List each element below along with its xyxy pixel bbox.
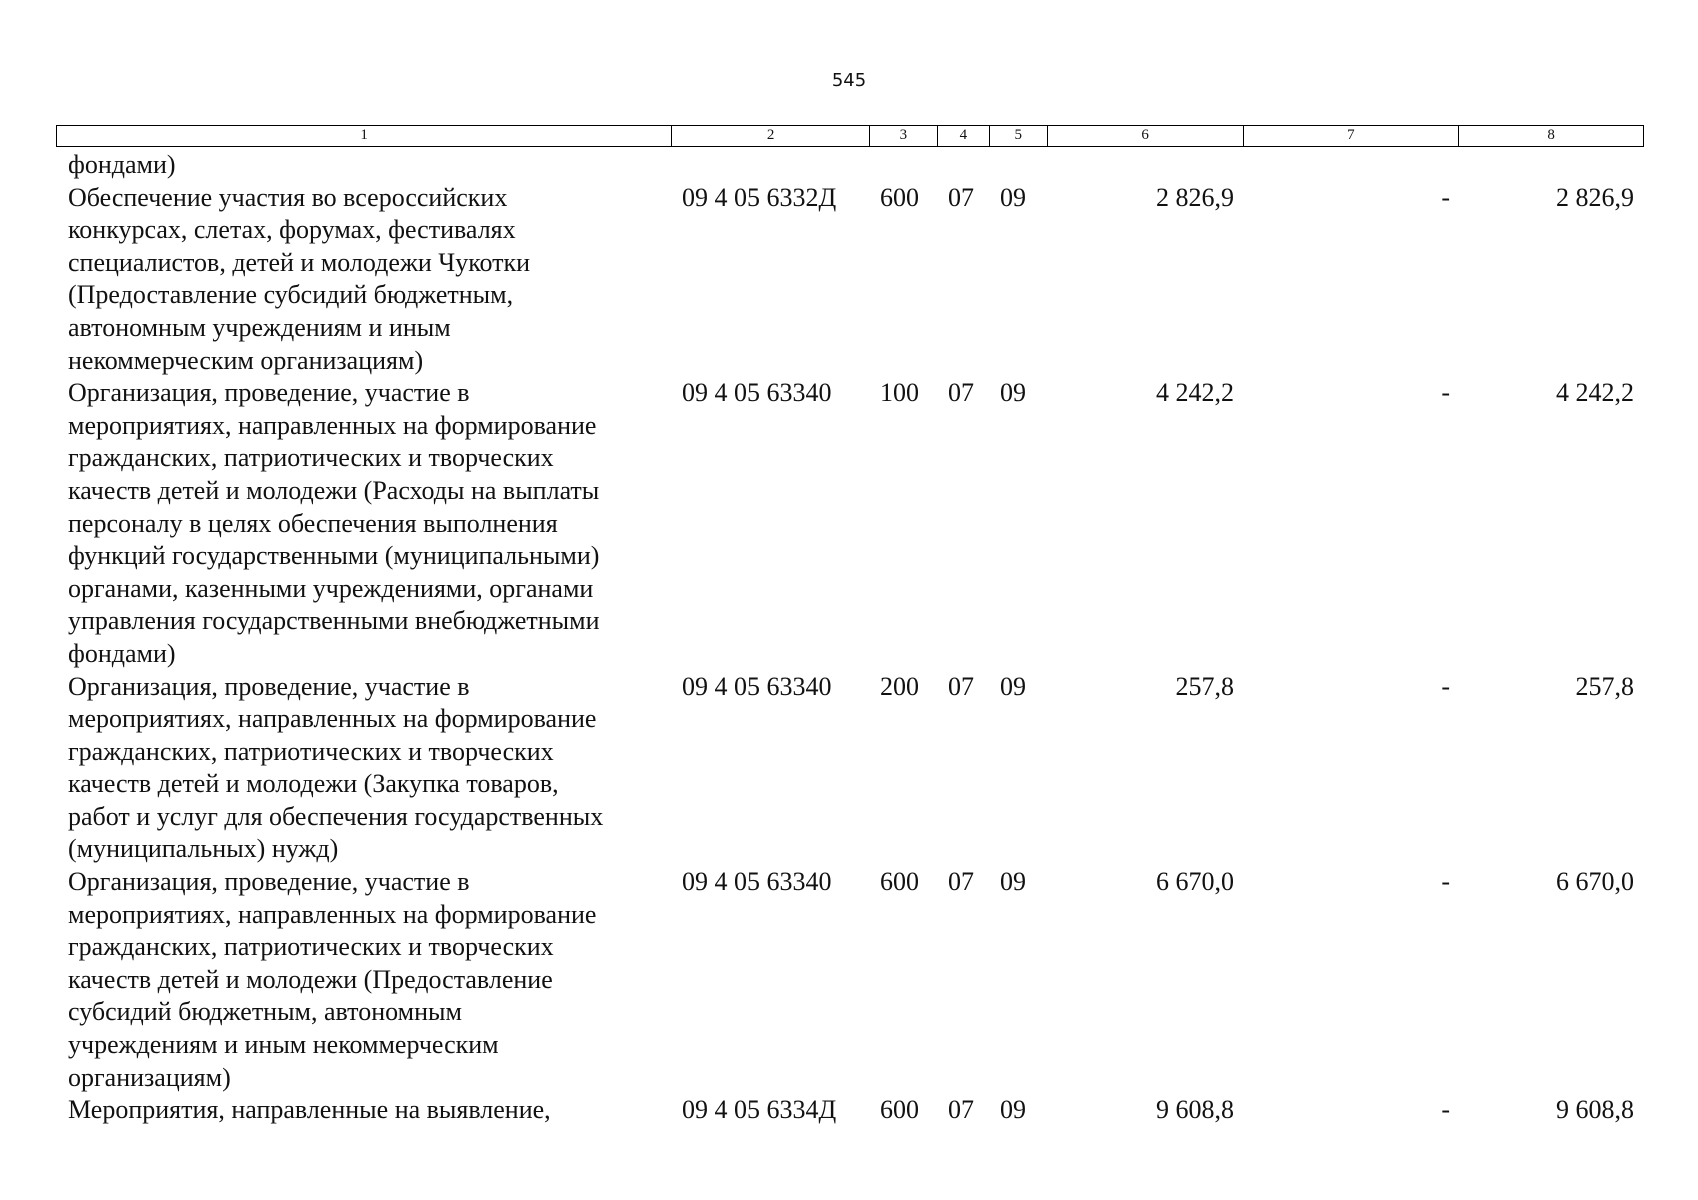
row-amount-col6: 4 242,2 <box>1156 378 1234 408</box>
row-expense-type: 600 <box>880 1095 919 1125</box>
row-description: фондами) <box>68 150 176 179</box>
row-section: 07 <box>948 182 974 212</box>
row-subsection: 09 <box>1000 1095 1026 1125</box>
row-subsection: 09 <box>1000 182 1026 212</box>
row-amount-col7: - <box>1441 378 1450 408</box>
table-row <box>56 866 1644 1094</box>
row-section: 07 <box>948 378 974 408</box>
row-expense-type: 600 <box>880 867 919 897</box>
table-body <box>56 149 1644 1127</box>
row-description: Организация, проведение, участие в мероприятиях, направленных на формирование гражданских, патриотических и творческих качеств детей и молодежи (Расходы на выплаты персоналу в целях обеспечения выполнения функций государственными (муниципальными) органами, казенными учреждениями, органами управления государственными внебюджетными фондами) <box>68 378 600 668</box>
row-amount-col7: - <box>1441 671 1450 701</box>
header-col-8: 8 <box>1547 127 1555 143</box>
row-target-code: 09 4 05 63340 <box>682 671 832 701</box>
table-header <box>56 125 1644 147</box>
row-amount-col8: 4 242,2 <box>1556 378 1634 408</box>
row-amount-col8: 2 826,9 <box>1556 182 1634 212</box>
row-section: 07 <box>948 671 974 701</box>
row-amount-col8: 257,8 <box>1575 671 1634 701</box>
row-expense-type: 600 <box>880 182 919 212</box>
row-amount-col8: 6 670,0 <box>1556 867 1634 897</box>
row-expense-type: 200 <box>880 671 919 701</box>
row-description: Организация, проведение, участие в мероприятиях, направленных на формирование гражданских, патриотических и творческих качеств детей и молодежи (Предоставление субсидий бюджетным, автономным учреждениям и иным некоммерческим организациям) <box>68 867 597 1092</box>
row-section: 07 <box>948 1095 974 1125</box>
row-amount-col7: - <box>1441 1095 1450 1125</box>
row-description: Организация, проведение, участие в мероприятиях, направленных на формирование гражданских, патриотических и творческих качеств детей и молодежи (Закупка товаров, работ и услуг для обеспечения государственных (муниципальных) нужд) <box>68 671 604 864</box>
header-col-1: 1 <box>57 126 672 146</box>
row-expense-type: 100 <box>880 378 919 408</box>
table-row <box>56 182 1644 378</box>
header-col-7: 7 <box>1244 126 1460 146</box>
row-amount-col6: 257,8 <box>1175 671 1234 701</box>
row-amount-col6: 6 670,0 <box>1156 867 1234 897</box>
row-subsection: 09 <box>1000 671 1026 701</box>
row-amount-col7: - <box>1441 867 1450 897</box>
row-target-code: 09 4 05 63340 <box>682 378 832 408</box>
table-row <box>56 149 1644 182</box>
row-amount-col7: - <box>1441 182 1450 212</box>
row-amount-col6: 2 826,9 <box>1156 182 1234 212</box>
row-description: Обеспечение участия во всероссийских конкурсах, слетах, форумах, фестивалях специалистов, детей и молодежи Чукотки (Предоставление субсидий бюджетным, автономным учреждениям и иным некоммерческим организациям) <box>68 182 531 375</box>
header-col-6: 6 <box>1048 126 1244 146</box>
row-target-code: 09 4 05 63340 <box>682 867 832 897</box>
table-row <box>56 671 1644 867</box>
header-col-3: 3 <box>870 126 938 146</box>
header-col-2: 2 <box>672 126 870 146</box>
row-description: Мероприятия, направленные на выявление, <box>68 1095 551 1125</box>
row-amount-col8: 9 608,8 <box>1556 1095 1634 1125</box>
header-col-4: 4 <box>938 126 990 146</box>
row-amount-col6: 9 608,8 <box>1156 1095 1234 1125</box>
page-number: 545 <box>831 70 867 91</box>
table-row <box>56 1094 1644 1127</box>
row-target-code: 09 4 05 6332Д <box>682 182 837 212</box>
row-subsection: 09 <box>1000 867 1026 897</box>
row-subsection: 09 <box>1000 378 1026 408</box>
row-target-code: 09 4 05 6334Д <box>682 1095 837 1125</box>
header-col-5: 5 <box>990 126 1048 146</box>
table-row <box>56 377 1644 670</box>
row-section: 07 <box>948 867 974 897</box>
